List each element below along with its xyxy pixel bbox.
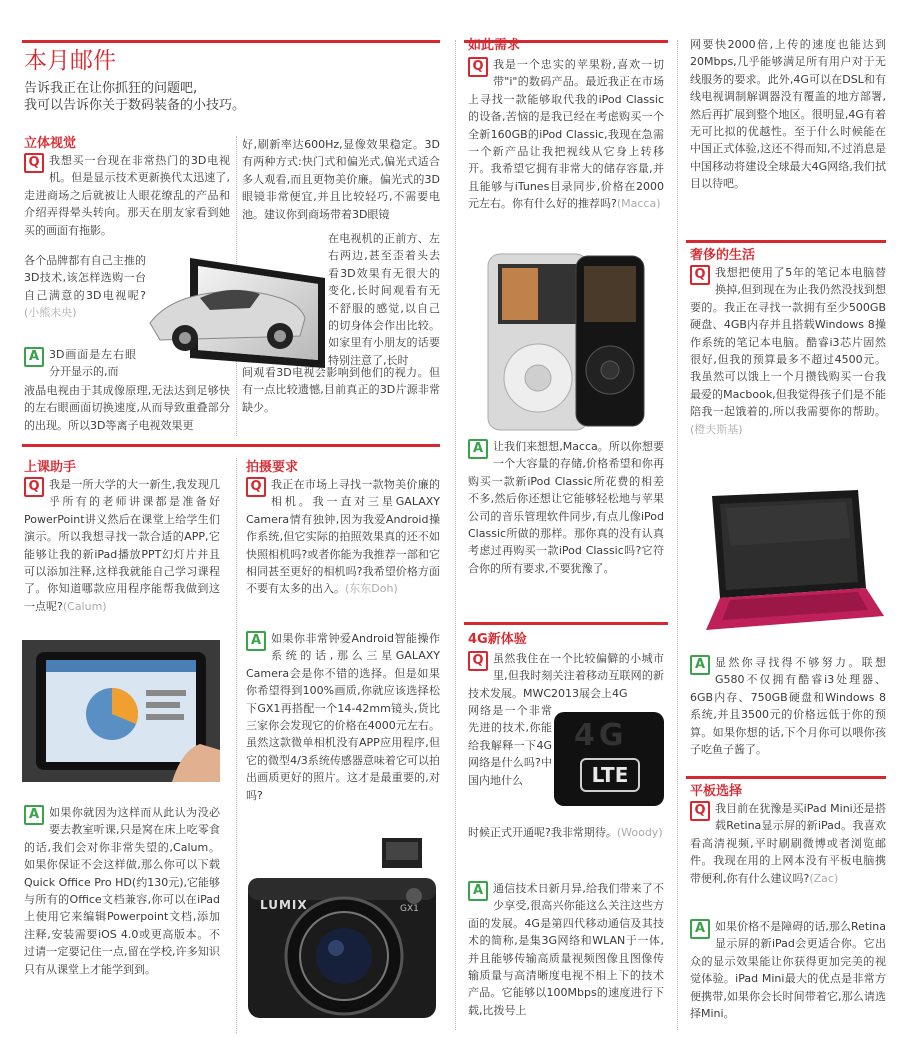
question-badge: Q: [24, 153, 44, 173]
author: (东东Doh): [345, 582, 398, 596]
answer-badge: A: [690, 919, 710, 939]
4g-question: Q 虽然我住在一个比较偏僻的小城市里,但我时刻关注着移动互联网的新技术发展。MWC2013展会上4G: [468, 652, 664, 700]
author: (橙夫斯基): [690, 422, 743, 436]
tablet-answer: A 如果价格不是障碍的话,那么Retina显示屏的新iPad会更适合你。它出众的显示效果能让你获得更加完美的视觉体验。iPad Mini最大的优点是非常方便携带,如果你会长时间带着它,那么请选择Mini。: [690, 920, 886, 1021]
stereo-answer-4: 在电视机的正前方、左右两边,甚至歪着头去看3D效果有无很大的变化,长时间观看有无不舒服的感觉,以自己的切身体会作出比较。如家里有小朋友的话要特别注意了,长时: [328, 232, 440, 367]
camera-model-label: GX1: [400, 904, 419, 914]
answer-badge: A: [468, 881, 488, 901]
ipad-image: [22, 640, 220, 782]
tablet-question: Q 我目前在犹豫是买iPad Mini还是搭载Retina显示屏的新iPad。我喜欢看高清视频,平时刷刷微博或者浏览邮件。我现在用的上网本没有平板电脑携带便利,你有什么建议吗?(Zac): [690, 802, 886, 885]
lte-logo-text: LTE: [580, 758, 640, 792]
stereo-answer-3: 好,刷新率达600Hz,显像效果稳定。3D有两种方式:快门式和偏光式,偏光式适合多人观看,而且更物美价廉。偏光式的3D眼镜非常便宜,并且比较轻巧,不需要电池。建议你到商场带着3D眼镜: [242, 138, 440, 221]
section-title-shooting: 拍摄要求: [246, 460, 299, 475]
stereo-question-2: 各个品牌都有自己主推的3D技术,该怎样选购一台自己满意的3D电视呢?(小熊未央): [24, 254, 146, 320]
stereo-answer-5: 间观看3D电视会影响到他们的视力。但有一点比较遗憾,目前真正的3D片源非常缺少。: [242, 366, 440, 414]
demand-answer: A 让我们来想想,Macca。所以你想要一个大容量的存储,价格希望和你再购买一款新iPod Classic所花费的相差不多,然后你还想让它能够轻松地与苹果公司的音乐管理软件同步,有点儿像iPod Classic所做的那样。那你真的没有认真考虑过再购买一款iPod Classic吗?它符合你的所有要求,不要犹豫了。: [468, 440, 664, 575]
answer-badge: A: [690, 655, 710, 675]
author: (Macca): [616, 197, 661, 211]
ipod-image: [484, 250, 648, 434]
stereo-question: Q 我想买一台现在非常热门的3D电视机。但是显示技术更新换代太迅速了,走进商场之后就被让人眼花缭乱的产品和介绍弄得晕头转向。那天在朋友家看到她买的画面有拖影。: [24, 154, 230, 237]
luxury-question: Q 我想把使用了5年的笔记本电脑替换掉,但到现在为止我仍然没找到想要的。我正在寻找一款拥有至少500GB硬盘、4GB内存并且搭载Windows 8操作系统的笔记本电脑。酷睿i3芯片固然很好,但我的预算最多不超过4500元。我虽然可以饿上一个月攒钱购买一台我最爱的Macbook,但我觉得孩子们是不能陪我一起饿着的,所以我需要你的帮助。(橙夫斯基): [690, 266, 886, 436]
section-title-demand: 如此需求: [468, 38, 521, 53]
question-badge: Q: [468, 651, 488, 671]
section-title-luxury: 奢侈的生活: [690, 248, 756, 263]
page-subtitle-1: 告诉我正在让你抓狂的问题吧,: [24, 81, 198, 96]
answer-badge: A: [24, 805, 44, 825]
answer-badge: A: [24, 347, 44, 367]
4g-question-2: 网络是一个非常先进的技术,你能给我解释一下4G网络是什么吗?中国内地什么: [468, 704, 552, 787]
stereo-answer: A 3D画面是左右眼分开显示的,而: [24, 346, 136, 381]
class-helper-question: Q 我是一所大学的大一新生,我发现几乎所有的老师讲课都是准备好PowerPoint讲义然后在课堂上给学生们演示。所以我想寻找一款合适的APP,它能够让我的新iPad播放PPT幻灯片并且可以添加注释,这样我就能自己学习课程了。你知道哪款应用程序能帮我做到这一点呢?(Calum): [24, 478, 220, 613]
question-badge: Q: [24, 477, 44, 497]
section-title-class-helper: 上课助手: [24, 460, 77, 475]
answer-badge: A: [468, 439, 488, 459]
author: (Calum): [62, 599, 107, 613]
4g-logo-text: 4G: [574, 718, 628, 753]
luxury-answer: A 显然你寻找得不够努力。联想G580不仅拥有酷睿i3处理器、6GB内存、750GB硬盘和Windows 8系统,并且3500元的价格远低于你的预算。如果你想的话,下个月你可以喂你孩子吃鱼子酱了。: [690, 656, 886, 757]
camera-image: [244, 838, 440, 1028]
shooting-question: Q 我正在市场上寻找一款物美价廉的相机。我一直对三星GALAXY Camera情有独钟,因为我爱Android操作系统,但它实际的拍照效果真的还不如快照相机吗?或者你能为我推荐一部和它相同甚至更好的相机吗?我希望价格方面不要有太多的出入。(东东Doh): [246, 478, 440, 596]
4g-question-3: 时候正式开通呢?我非常期待。(Woody): [468, 826, 663, 839]
header-rule: [22, 40, 440, 43]
stereo-answer-2: 液晶电视由于其成像原理,无法达到足够快的左右眼画面切换速度,从而导致重叠部分的出现。所以3D等离子电视效果更: [24, 384, 230, 432]
author: (Zac): [809, 871, 839, 885]
section-title-stereo: 立体视觉: [24, 136, 77, 151]
4g-answer-continued: 网要快2000倍,上传的速度也能达到20Mbps,几乎能够满足所有用户对于无线服务的要求。此外,4G可以在DSL和有线电视调制解调器没有覆盖的地方部署,然后再扩展到整个地区。很明显,4G有着无可比拟的优越性。至于什么时候能在中国正式体验,这还不得而知,不过消息是中国移动将建设全球最大4G网络,我们拭目以待吧。: [690, 38, 886, 191]
question-badge: Q: [246, 477, 266, 497]
section-rule: [686, 240, 886, 243]
shooting-answer: A 如果你非常钟爱Android智能操作系统的话,那么三星GALAXY Camera会是你不错的选择。但是如果你希望得到100%画质,你就应该选择松下GX1再搭配一个14-42mm镜头,货比三家你会发现它的价格在4000元左右。虽然这款微单相机没有APP应用程序,但它的微型4/3系统传感器意味着它可以拍出画质更好的照片。这才是最重要的,对吗?: [246, 632, 440, 802]
section-rule: [686, 776, 886, 779]
class-helper-answer: A 如果你就因为这样而从此认为没必要去教室听课,只是窝在床上吃零食的话,我们会对你非常失望的,Calum。如果你保证不会这样做,那么你可以下载Quick Office Pro HD(约130元),它能够与所有的Office文档兼容,你可以在iPad上使用它来编辑Powerpoint文档,添加注释,安装需要iOS 4.0或更高版本。不过请一定要记住一点,留在学校,许多知识只有从课堂上才能学到到。: [24, 806, 220, 976]
column-divider: [236, 458, 237, 1033]
camera-brand-label: LUMIX: [260, 898, 308, 912]
4g-lte-logo: [554, 712, 664, 806]
column-divider: [677, 40, 678, 1030]
question-badge: Q: [468, 57, 488, 77]
page-subtitle-2: 我可以告诉你关于数码装备的小技巧。: [24, 98, 246, 113]
laptop-image: [690, 486, 886, 636]
answer-badge: A: [246, 631, 266, 651]
section-rule: [464, 622, 668, 625]
3d-tv-image: [140, 248, 330, 376]
section-rule: [22, 444, 440, 447]
column-divider: [455, 40, 456, 1030]
author: (Woody): [616, 826, 663, 839]
section-title-tablet: 平板选择: [690, 784, 743, 799]
page-title: 本月邮件: [24, 48, 116, 74]
demand-question: Q 我是一个忠实的苹果粉,喜欢一切带"i"的数码产品。最近我正在市场上寻找一款能够取代我的iPod Classic的设备,苦恼的是我已经在考虑购买一个全新160GB的iPod Classic,我现在急需一个新产品让我把视线从它身上转移开。我希望它拥有非常大的储存容量,并且能够与iTunes目录同步,价格在2000元左右。你有什么好的推荐吗?(Macca): [468, 58, 664, 211]
question-badge: Q: [690, 801, 710, 821]
question-badge: Q: [690, 265, 710, 285]
4g-answer: A 通信技术日新月异,给我们带来了不少享受,很高兴你能这么关注这些方面的发展。4G是第四代移动通信及其技术的简称,是集3G网络和WLAN于一体,并且能够传输高质量视频图像且图像传输质量与高清晰度电视不相上下的技术产品。它能够以100Mbps的速度进行下载,比拨号上: [468, 882, 664, 1017]
section-title-4g: 4G新体验: [468, 632, 527, 647]
author: (小熊未央): [24, 306, 77, 320]
